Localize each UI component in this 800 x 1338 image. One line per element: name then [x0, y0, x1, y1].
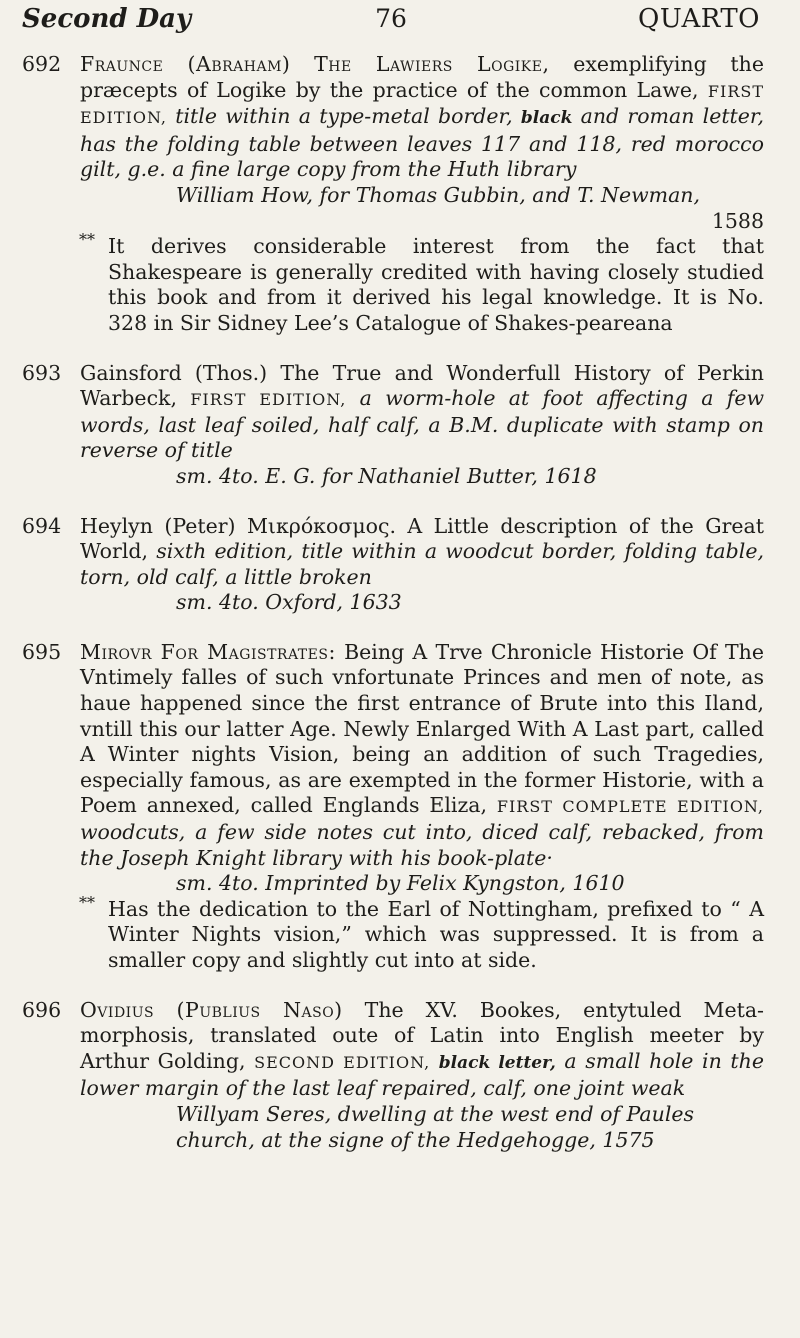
catalogue-entry [22, 52, 764, 337]
entry-description [80, 998, 764, 1102]
entry-author: Ovidius (Publius Naso) [80, 997, 343, 1022]
asterism-icon: ** [79, 230, 95, 250]
page-number: 76 [375, 4, 407, 33]
entry-title-continued: exemplifying the præcepts of Logike by the practice of the common Lawe, [80, 52, 765, 102]
imprint-printer: William How, for Thomas Gubbin, and T. Newman, [176, 182, 701, 207]
catalogue-entries [22, 52, 764, 1177]
asterism-icon: ** [79, 892, 95, 912]
running-head-format: QUARTO [638, 4, 760, 34]
catalogue-entry [22, 514, 764, 616]
lot-number: 692 [22, 52, 62, 76]
entry-imprint: sm. 4to. Imprinted by Felix Kyngston, 1610 [176, 871, 625, 896]
entry-condition: woodcuts, a few side notes cut into, diced calf, rebacked, from the Joseph Knight library with his book-plate· [80, 820, 764, 870]
running-head [22, 4, 760, 44]
catalogue-entry [22, 998, 764, 1154]
entry-author: Heylyn (Peter) [80, 513, 236, 538]
lot-number: 693 [22, 360, 62, 385]
entry-title: The True and Wonderfull History of Perkin Warbeck, [80, 360, 764, 411]
entry-author: Mirovr For Magistrates: [80, 639, 336, 664]
lot-number: 695 [22, 639, 62, 664]
lot-number: 696 [22, 997, 62, 1022]
entry-blackletter: black letter, [438, 1052, 556, 1073]
entry-note [79, 230, 764, 336]
entry-imprint: sm. 4to. E. G. for Nathaniel Butter, 1618 [176, 463, 597, 488]
entry-author: Gainsford (Thos.) [80, 360, 268, 385]
entry-condition: and roman letter, has the folding table between leaves 117 and 118, red morocco gilt, g.e. a fine large copy from the Huth library [80, 104, 764, 182]
entry-title: The XV. Bookes, entytuled Meta-morphosis, translated oute of Latin into English meeter by Arthur Golding, [80, 997, 764, 1073]
entry-description [80, 514, 764, 591]
entry-author: Fraunce (Abraham) [80, 52, 291, 76]
entry-description [80, 361, 764, 464]
catalogue-entry [22, 361, 764, 490]
entry-description [80, 52, 764, 183]
entry-imprint [80, 183, 764, 209]
entry-year: 1588 [711, 208, 764, 233]
entry-condition: a small hole in the lower margin of the last leaf repaired, calf, one joint weak [80, 1048, 765, 1101]
entry-title: A Little description of the Great World, [80, 513, 764, 564]
note-text: Has the dedication to the Earl of Nottingham, prefixed to “ A Winter Nights vision,” which was suppressed. It is from a smaller copy and slightly cut into at side. [108, 896, 764, 972]
note-text: It derives considerable interest from the fact that Shakespeare is generally credited with having closely studied this book and from it derived his legal knowledge. It is No. 328 in Sir Sidney Lee’s Catalogue of Shakes-peareana [108, 234, 764, 335]
entry-imprint: sm. 4to. Oxford, 1633 [176, 590, 402, 615]
entry-edition: FIRST EDITION, [80, 81, 764, 128]
entry-title: The Lawiers Logike, [314, 52, 550, 76]
running-head-section: Second Day [22, 4, 192, 34]
entry-note [79, 892, 764, 974]
entry-condition: sixth edition, title within a woodcut border, folding table, torn, old calf, a little broken [80, 539, 764, 589]
entry-greek-title: Μικρόκοσμος. [246, 513, 396, 538]
entry-description [80, 640, 764, 871]
entry-blackletter: black [520, 108, 573, 129]
entry-imprint: Willyam Seres, dwelling at the west end of Paules church, at the signe of the Hedgehogge, 1575 [176, 1101, 695, 1152]
entry-edition: FIRST EDITION, [190, 390, 347, 410]
catalogue-entry [22, 640, 764, 974]
entry-detail: title within a type-metal border, [175, 104, 513, 129]
lot-number: 694 [22, 513, 62, 538]
entry-edition: SECOND EDITION, [254, 1052, 431, 1072]
entry-condition: a worm-hole at foot affecting a few words, last leaf soiled, half calf, a B.M. duplicate with stamp on reverse of title [80, 386, 765, 463]
entry-edition: FIRST COMPLETE EDITION, [496, 797, 764, 817]
entry-title: Being A Trve Chronicle Historie Of The Vntimely falles of such vnfortunate Princes and men of note, as haue happened since the first entrance of Brute into this Iland, vntill this our latter Age. Newly Enlarged With A Last part, called A Winter nights Vision, being an addition of such Tragedies, especially famous, as are exempted in the former Historie, with a Poem annexed, called Englands Eliza, [80, 639, 764, 818]
